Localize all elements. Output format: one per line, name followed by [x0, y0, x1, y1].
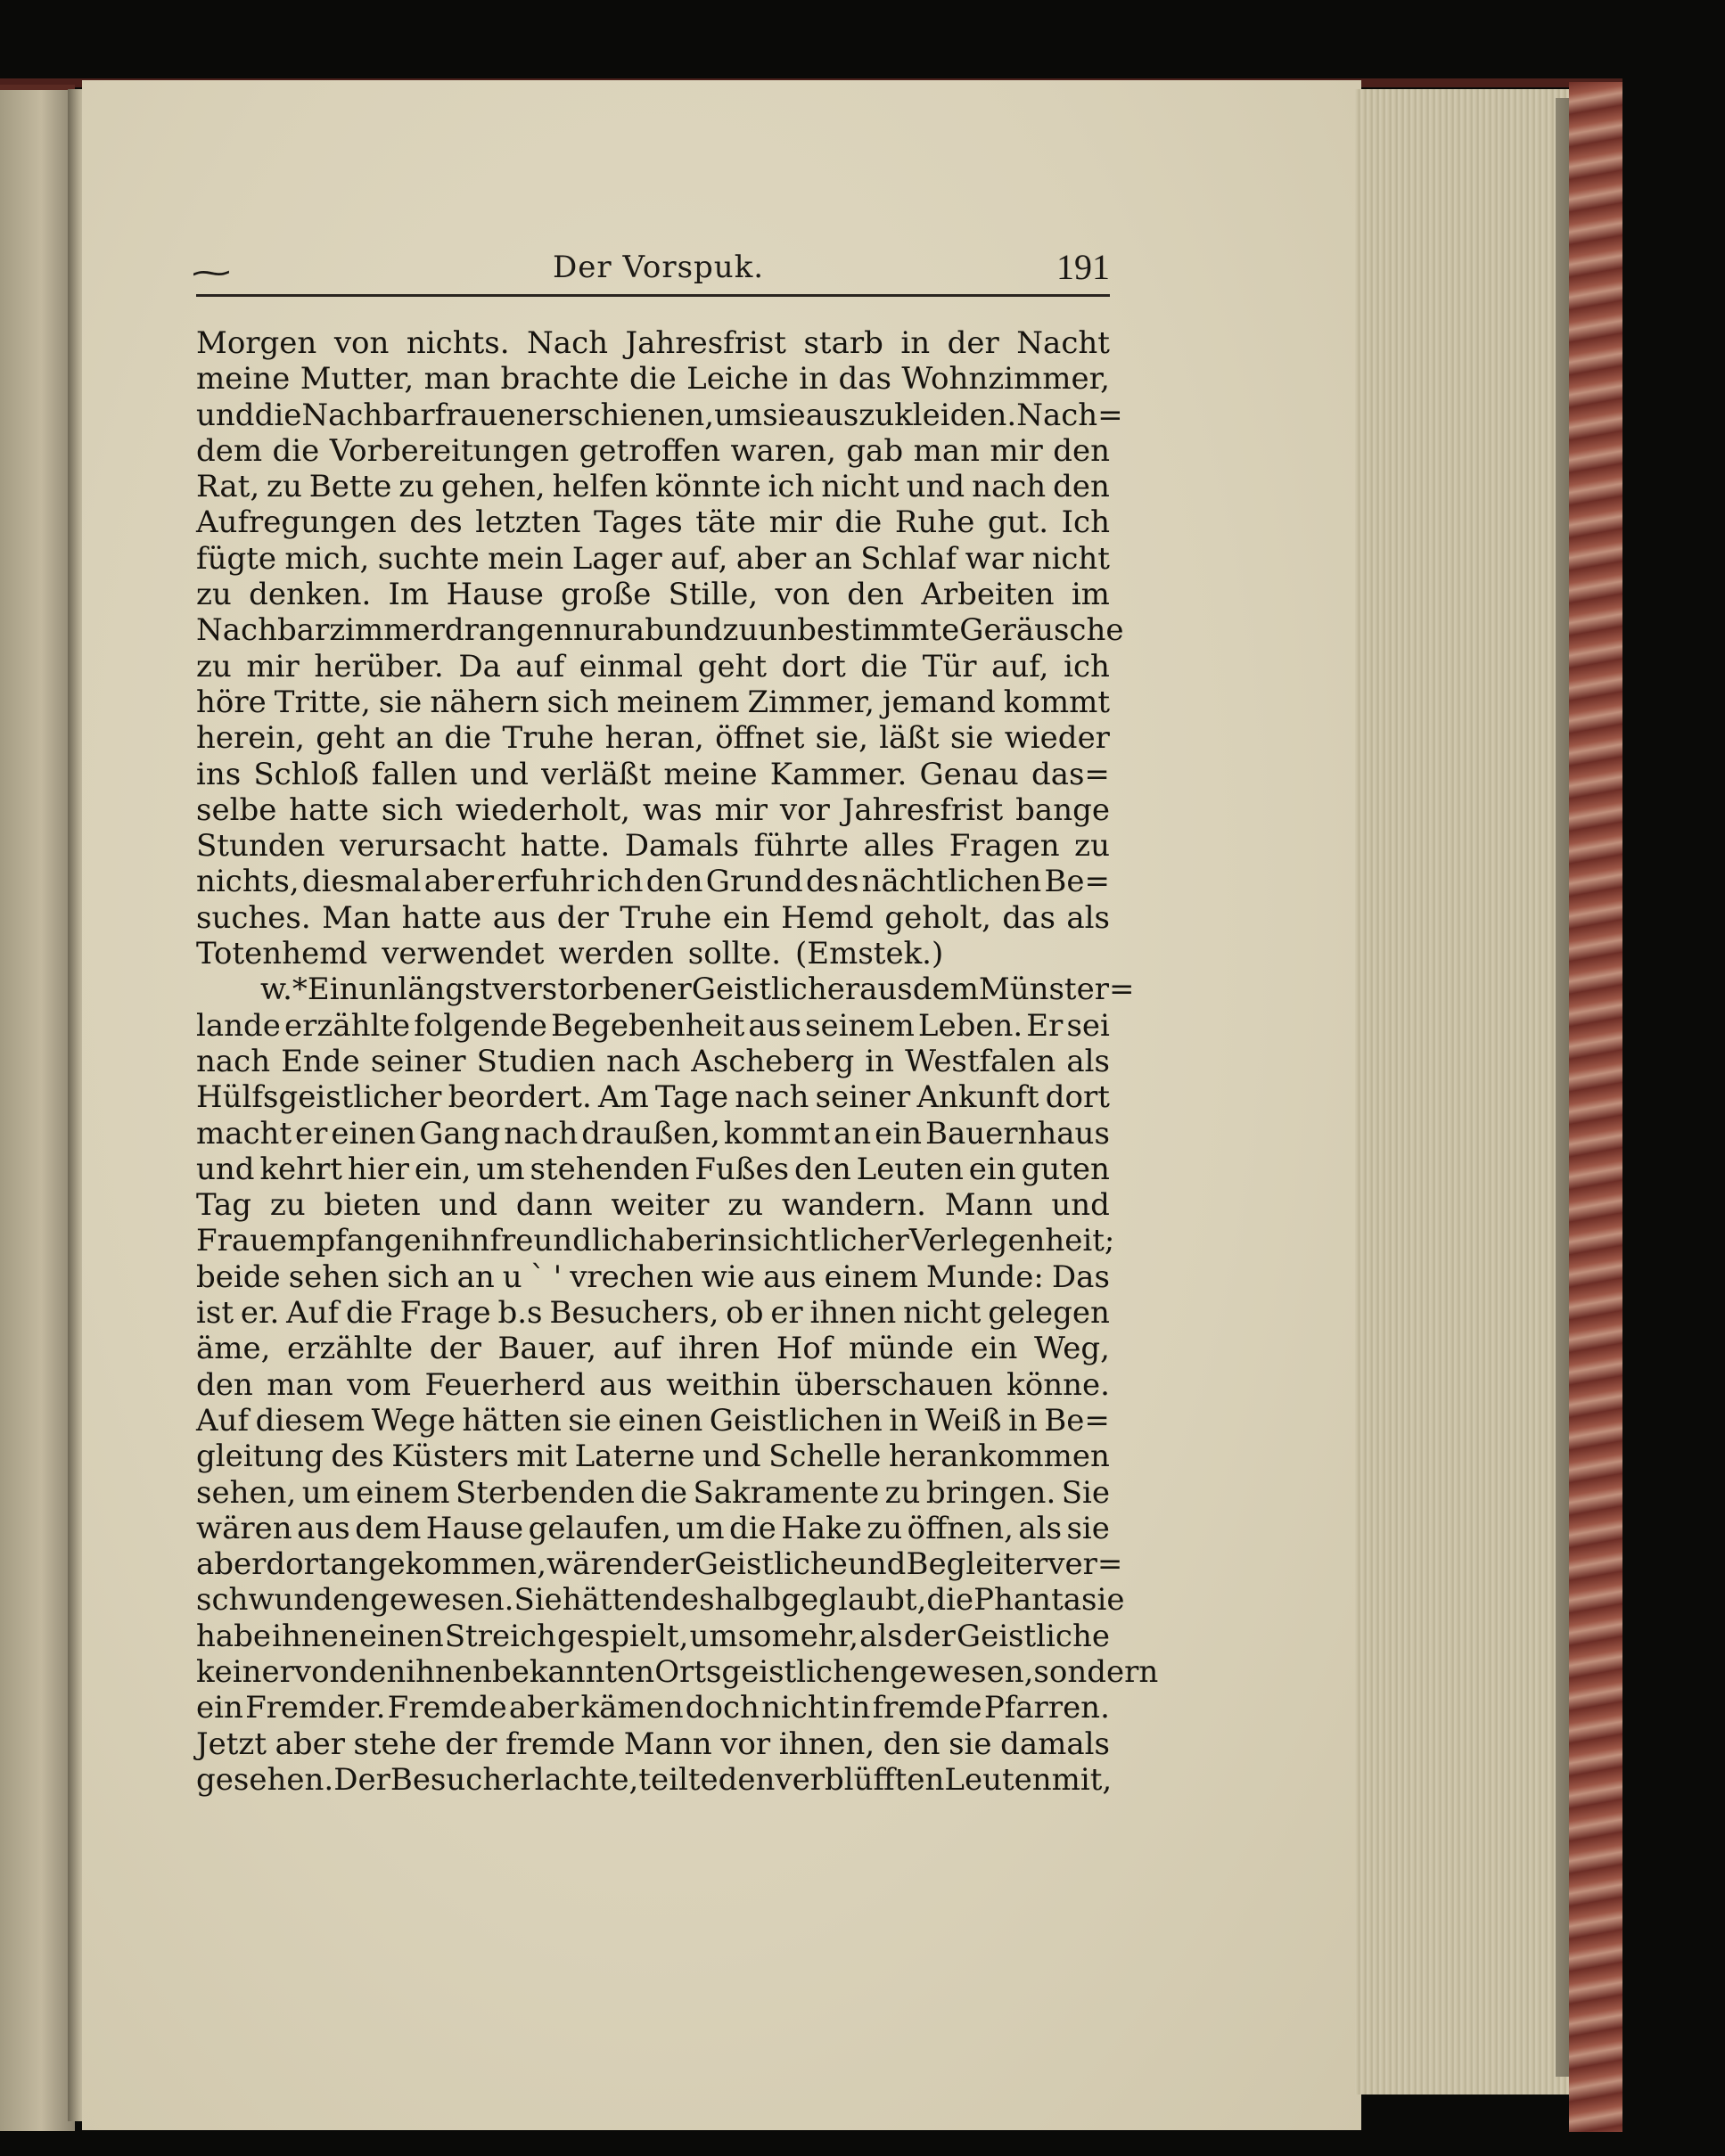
text-line: dem die Vorbereitungen getroffen waren, gab man mir den: [196, 432, 1110, 469]
text-line: zu denken. Im Hause große Stille, von den Arbeiten im: [196, 577, 1110, 613]
text-line: nach Ende seiner Studien nach Ascheberg in Westfalen als: [196, 1043, 1110, 1079]
text-line: herein, geht an die Truhe heran, öffnet sie, läßt sie wieder: [196, 720, 1110, 757]
text-line: Rat, zu Bette zu gehen, helfen könnte ich nicht und nach den: [196, 469, 1110, 505]
text-line: macht er einen Gang nach draußen, kommt an ein Bauernhaus: [196, 1115, 1110, 1152]
text-line: schwunden gewesen. Sie hätten deshalb geglaubt, die Phantasie: [196, 1582, 1125, 1619]
text-line: aber dort angekommen, wären der Geistliche und Begleiter ver=: [196, 1546, 1123, 1583]
text-line: keiner von den ihnen bekannten Ortsgeistlichen gewesen, sondern: [196, 1653, 1159, 1690]
left-page-edge: [0, 85, 75, 2131]
text-line: lande erzählte folgende Begebenheit aus seinem Leben. Er sei: [196, 1007, 1110, 1044]
text-line: fügte mich, suchte mein Lager auf, aber an Schlaf war nicht: [196, 540, 1110, 577]
text-line: Aufregungen des letzten Tages täte mir die Ruhe gut. Ich: [196, 504, 1110, 541]
header-ornament: ⁓: [191, 255, 232, 291]
book-cover-edge: [1569, 82, 1622, 2132]
text-line: suches. Man hatte aus der Truhe ein Hemd geholt, das als: [196, 899, 1110, 936]
text-line: Frau empfangen ihn freundlich aber in sichtlicher Verlegenheit;: [196, 1223, 1115, 1259]
text-line: ein Fremder. Fremde aber kämen doch nicht in fremde Pfarren.: [196, 1690, 1110, 1726]
text-line: Hülfsgeistlicher beordert. Am Tage nach seiner Ankunft dort: [196, 1079, 1110, 1116]
text-line: ist er. Auf die Frage b.s Besuchers, ob er ihnen nicht gelegen: [196, 1295, 1110, 1332]
text-line: Auf diesem Wege hätten sie einen Geistlichen in Weiß in Be=: [196, 1402, 1110, 1439]
text-line: selbe hatte sich wiederholt, was mir vor Jahresfrist bange: [196, 791, 1110, 828]
text-line: und kehrt hier ein, um stehenden Fußes den Leuten ein guten: [196, 1151, 1110, 1187]
text-line: Nachbarzimmer drangen nur ab und zu unbestimmte Geräusche: [196, 612, 1124, 649]
running-title: Der Vorspuk.: [553, 250, 765, 285]
body-text: [196, 325, 1159, 1798]
page-number: 191: [1056, 247, 1110, 287]
text-line: w. *Ein unlängst verstorbener Geistlicher aus dem Münster=: [260, 971, 1135, 1008]
text-line: nichts, diesmal aber erfuhr ich den Grund des nächtlichen Be=: [196, 864, 1110, 900]
running-head: [191, 241, 1110, 297]
text-line: äme, erzählte der Bauer, auf ihren Hof münde ein Weg,: [196, 1331, 1110, 1367]
text-line: Morgen von nichts. Nach Jahresfrist starb in der Nacht: [196, 325, 1110, 361]
text-line: gleitung des Küsters mit Laterne und Schelle herankommen: [196, 1439, 1110, 1475]
text-line: sehen, um einem Sterbenden die Sakramente zu bringen. Sie: [196, 1474, 1110, 1511]
text-line: Jetzt aber stehe der fremde Mann vor ihnen, den sie damals: [196, 1726, 1110, 1762]
text-line: gesehen. Der Besucher lachte, teilte den verblüfften Leuten mit,: [196, 1761, 1113, 1798]
text-line: höre Tritte, sie nähern sich meinem Zimmer, jemand kommt: [196, 684, 1110, 720]
text-line: meine Mutter, man brachte die Leiche in das Wohnzimmer,: [196, 361, 1110, 398]
text-line: beide sehen sich an u ` ' vrechen wie aus einem Munde: Das: [196, 1258, 1110, 1295]
text-line: Tag zu bieten und dann weiter zu wandern. Mann und: [196, 1187, 1110, 1224]
page-block-fore-edge: [1355, 89, 1569, 2095]
text-line: ins Schloß fallen und verläßt meine Kammer. Genau das=: [196, 756, 1110, 792]
text-line: Stunden verursacht hatte. Damals führte alles Fragen zu: [196, 828, 1110, 865]
text-line: wären aus dem Hause gelaufen, um die Hake zu öffnen, als sie: [196, 1510, 1110, 1546]
text-line: Totenhemd verwendet werden sollte. (Emstek.): [196, 936, 944, 972]
text-line: und die Nachbarfrauen erschienen, um sie auszukleiden. Nach=: [196, 397, 1123, 433]
text-line: zu mir herüber. Da auf einmal geht dort die Tür auf, ich: [196, 648, 1110, 685]
text-line: den man vom Feuerherd aus weithin überschauen könne.: [196, 1366, 1110, 1403]
text-line: habe ihnen einen Streich gespielt, umsomehr, als der Geistliche: [196, 1618, 1110, 1654]
